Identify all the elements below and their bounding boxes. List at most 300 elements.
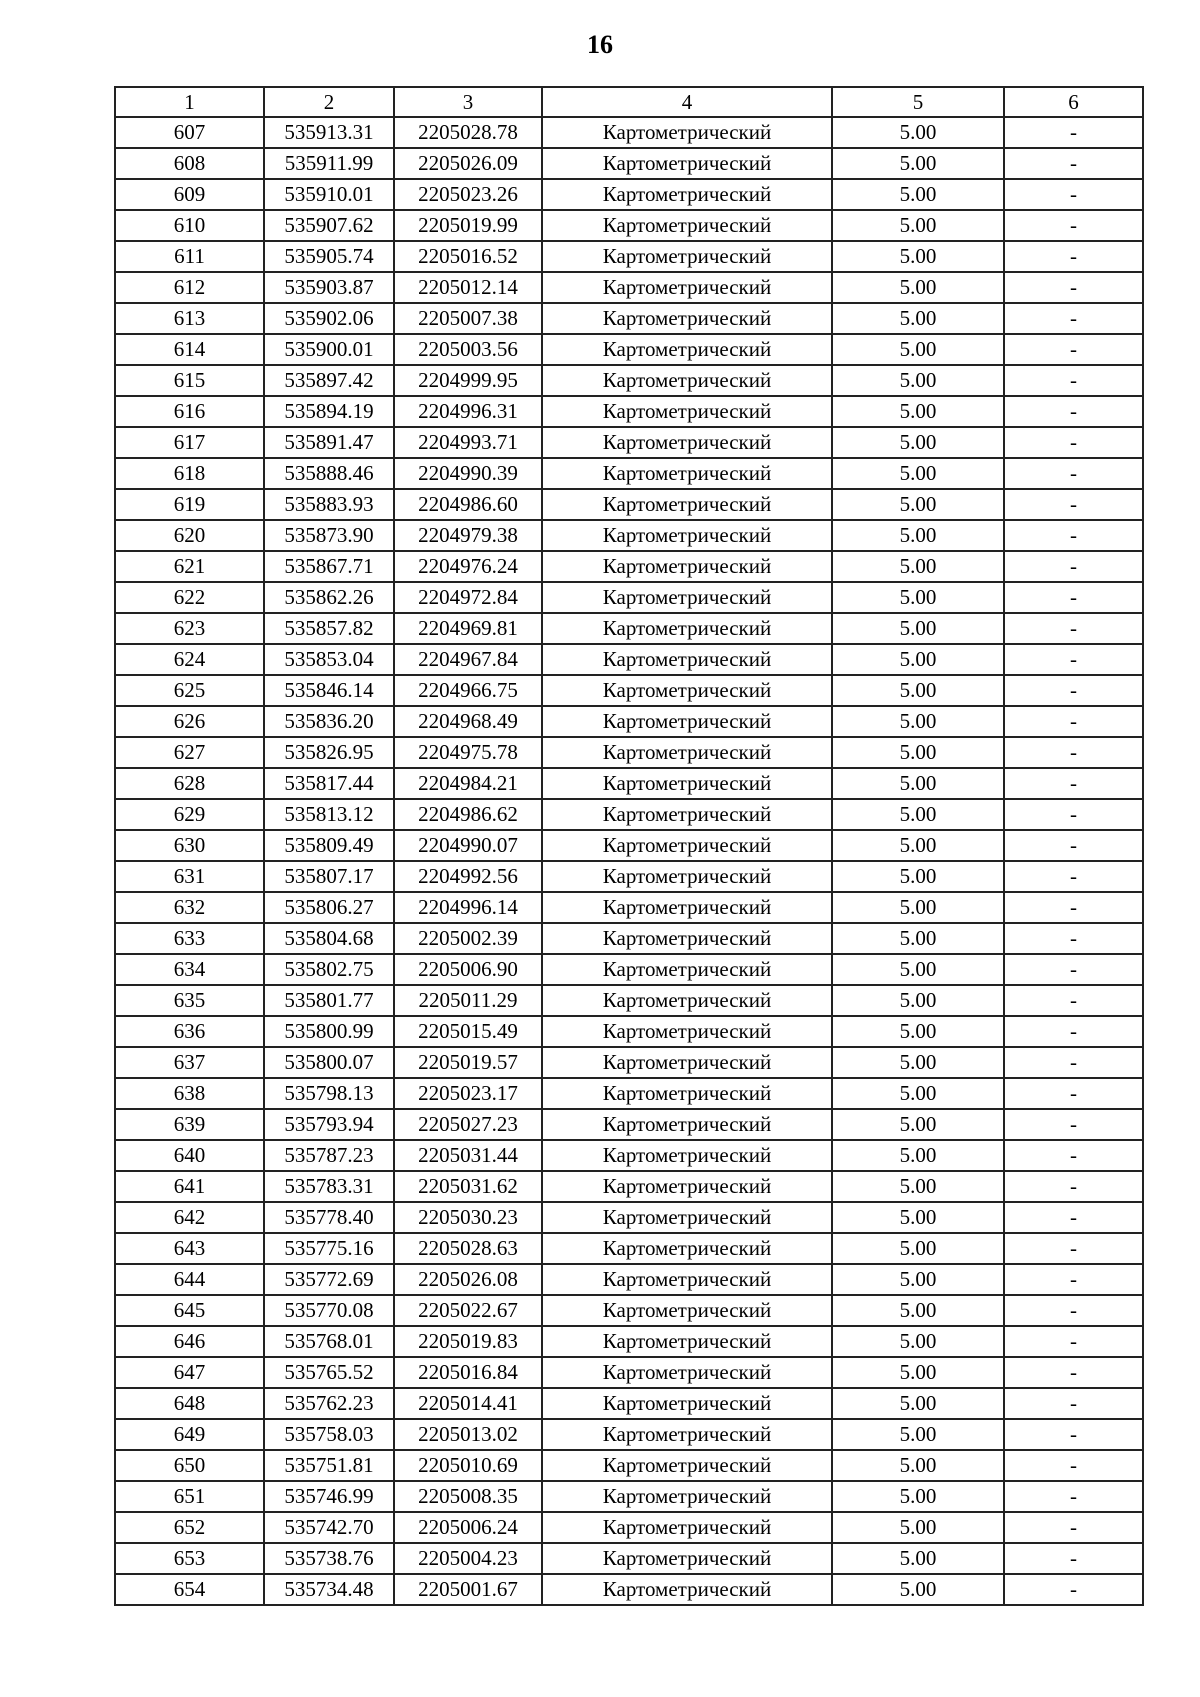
y-coordinate-cell: 2204996.31 bbox=[394, 396, 542, 427]
note-cell: - bbox=[1004, 985, 1143, 1016]
accuracy-cell: 5.00 bbox=[832, 179, 1004, 210]
point-number-cell: 617 bbox=[115, 427, 264, 458]
point-number-cell: 648 bbox=[115, 1388, 264, 1419]
method-cell: Картометрический bbox=[542, 1388, 832, 1419]
table-row bbox=[115, 644, 1143, 675]
point-number-cell: 638 bbox=[115, 1078, 264, 1109]
note-cell: - bbox=[1004, 1481, 1143, 1512]
point-number-cell: 636 bbox=[115, 1016, 264, 1047]
table-row bbox=[115, 582, 1143, 613]
note-cell: - bbox=[1004, 923, 1143, 954]
accuracy-cell: 5.00 bbox=[832, 985, 1004, 1016]
table-row bbox=[115, 303, 1143, 334]
note-cell: - bbox=[1004, 737, 1143, 768]
x-coordinate-cell: 535770.08 bbox=[264, 1295, 394, 1326]
y-coordinate-cell: 2205022.67 bbox=[394, 1295, 542, 1326]
point-number-cell: 632 bbox=[115, 892, 264, 923]
accuracy-cell: 5.00 bbox=[832, 117, 1004, 148]
method-cell: Картометрический bbox=[542, 117, 832, 148]
method-cell: Картометрический bbox=[542, 551, 832, 582]
point-number-cell: 635 bbox=[115, 985, 264, 1016]
point-number-cell: 618 bbox=[115, 458, 264, 489]
y-coordinate-cell: 2205014.41 bbox=[394, 1388, 542, 1419]
method-cell: Картометрический bbox=[542, 768, 832, 799]
y-coordinate-cell: 2205001.67 bbox=[394, 1574, 542, 1605]
accuracy-cell: 5.00 bbox=[832, 303, 1004, 334]
table-row bbox=[115, 551, 1143, 582]
x-coordinate-cell: 535800.07 bbox=[264, 1047, 394, 1078]
note-cell: - bbox=[1004, 1388, 1143, 1419]
point-number-cell: 619 bbox=[115, 489, 264, 520]
table-row bbox=[115, 520, 1143, 551]
method-cell: Картометрический bbox=[542, 1140, 832, 1171]
note-cell: - bbox=[1004, 1419, 1143, 1450]
point-number-cell: 613 bbox=[115, 303, 264, 334]
note-cell: - bbox=[1004, 365, 1143, 396]
table-row bbox=[115, 613, 1143, 644]
method-cell: Картометрический bbox=[542, 520, 832, 551]
point-number-cell: 614 bbox=[115, 334, 264, 365]
note-cell: - bbox=[1004, 1512, 1143, 1543]
accuracy-cell: 5.00 bbox=[832, 1512, 1004, 1543]
method-cell: Картометрический bbox=[542, 1481, 832, 1512]
note-cell: - bbox=[1004, 1109, 1143, 1140]
x-coordinate-cell: 535846.14 bbox=[264, 675, 394, 706]
point-number-cell: 646 bbox=[115, 1326, 264, 1357]
note-cell: - bbox=[1004, 520, 1143, 551]
table-row bbox=[115, 1450, 1143, 1481]
y-coordinate-cell: 2204984.21 bbox=[394, 768, 542, 799]
x-coordinate-cell: 535907.62 bbox=[264, 210, 394, 241]
y-coordinate-cell: 2205019.99 bbox=[394, 210, 542, 241]
column-header-1: 1 bbox=[115, 87, 264, 117]
method-cell: Картометрический bbox=[542, 644, 832, 675]
y-coordinate-cell: 2205007.38 bbox=[394, 303, 542, 334]
point-number-cell: 649 bbox=[115, 1419, 264, 1450]
point-number-cell: 634 bbox=[115, 954, 264, 985]
note-cell: - bbox=[1004, 799, 1143, 830]
x-coordinate-cell: 535746.99 bbox=[264, 1481, 394, 1512]
note-cell: - bbox=[1004, 768, 1143, 799]
table-row bbox=[115, 923, 1143, 954]
method-cell: Картометрический bbox=[542, 1264, 832, 1295]
x-coordinate-cell: 535905.74 bbox=[264, 241, 394, 272]
table-row bbox=[115, 1016, 1143, 1047]
method-cell: Картометрический bbox=[542, 427, 832, 458]
point-number-cell: 637 bbox=[115, 1047, 264, 1078]
table-header-row bbox=[115, 87, 1143, 117]
accuracy-cell: 5.00 bbox=[832, 706, 1004, 737]
method-cell: Картометрический bbox=[542, 830, 832, 861]
method-cell: Картометрический bbox=[542, 1295, 832, 1326]
method-cell: Картометрический bbox=[542, 1450, 832, 1481]
point-number-cell: 631 bbox=[115, 861, 264, 892]
y-coordinate-cell: 2204966.75 bbox=[394, 675, 542, 706]
point-number-cell: 620 bbox=[115, 520, 264, 551]
x-coordinate-cell: 535913.31 bbox=[264, 117, 394, 148]
table-row bbox=[115, 985, 1143, 1016]
y-coordinate-cell: 2204969.81 bbox=[394, 613, 542, 644]
accuracy-cell: 5.00 bbox=[832, 365, 1004, 396]
note-cell: - bbox=[1004, 861, 1143, 892]
y-coordinate-cell: 2204975.78 bbox=[394, 737, 542, 768]
x-coordinate-cell: 535751.81 bbox=[264, 1450, 394, 1481]
method-cell: Картометрический bbox=[542, 675, 832, 706]
y-coordinate-cell: 2205026.09 bbox=[394, 148, 542, 179]
y-coordinate-cell: 2204967.84 bbox=[394, 644, 542, 675]
x-coordinate-cell: 535762.23 bbox=[264, 1388, 394, 1419]
accuracy-cell: 5.00 bbox=[832, 675, 1004, 706]
y-coordinate-cell: 2205031.62 bbox=[394, 1171, 542, 1202]
x-coordinate-cell: 535793.94 bbox=[264, 1109, 394, 1140]
method-cell: Картометрический bbox=[542, 489, 832, 520]
y-coordinate-cell: 2204992.56 bbox=[394, 861, 542, 892]
method-cell: Картометрический bbox=[542, 303, 832, 334]
note-cell: - bbox=[1004, 1543, 1143, 1574]
note-cell: - bbox=[1004, 1233, 1143, 1264]
x-coordinate-cell: 535891.47 bbox=[264, 427, 394, 458]
table-row bbox=[115, 1388, 1143, 1419]
note-cell: - bbox=[1004, 551, 1143, 582]
table-row bbox=[115, 954, 1143, 985]
x-coordinate-cell: 535775.16 bbox=[264, 1233, 394, 1264]
x-coordinate-cell: 535862.26 bbox=[264, 582, 394, 613]
accuracy-cell: 5.00 bbox=[832, 427, 1004, 458]
accuracy-cell: 5.00 bbox=[832, 1388, 1004, 1419]
note-cell: - bbox=[1004, 117, 1143, 148]
accuracy-cell: 5.00 bbox=[832, 458, 1004, 489]
table-row bbox=[115, 1264, 1143, 1295]
y-coordinate-cell: 2205026.08 bbox=[394, 1264, 542, 1295]
y-coordinate-cell: 2205028.78 bbox=[394, 117, 542, 148]
point-number-cell: 607 bbox=[115, 117, 264, 148]
method-cell: Картометрический bbox=[542, 1202, 832, 1233]
x-coordinate-cell: 535867.71 bbox=[264, 551, 394, 582]
note-cell: - bbox=[1004, 1326, 1143, 1357]
table-row bbox=[115, 179, 1143, 210]
point-number-cell: 650 bbox=[115, 1450, 264, 1481]
accuracy-cell: 5.00 bbox=[832, 768, 1004, 799]
column-header-5: 5 bbox=[832, 87, 1004, 117]
x-coordinate-cell: 535902.06 bbox=[264, 303, 394, 334]
table-row bbox=[115, 768, 1143, 799]
note-cell: - bbox=[1004, 1450, 1143, 1481]
note-cell: - bbox=[1004, 1171, 1143, 1202]
table-row bbox=[115, 1047, 1143, 1078]
y-coordinate-cell: 2205012.14 bbox=[394, 272, 542, 303]
note-cell: - bbox=[1004, 272, 1143, 303]
method-cell: Картометрический bbox=[542, 954, 832, 985]
accuracy-cell: 5.00 bbox=[832, 1016, 1004, 1047]
note-cell: - bbox=[1004, 210, 1143, 241]
table-row bbox=[115, 458, 1143, 489]
method-cell: Картометрический bbox=[542, 396, 832, 427]
point-number-cell: 628 bbox=[115, 768, 264, 799]
x-coordinate-cell: 535900.01 bbox=[264, 334, 394, 365]
table-row bbox=[115, 1233, 1143, 1264]
y-coordinate-cell: 2205027.23 bbox=[394, 1109, 542, 1140]
y-coordinate-cell: 2205016.52 bbox=[394, 241, 542, 272]
method-cell: Картометрический bbox=[542, 1109, 832, 1140]
y-coordinate-cell: 2205010.69 bbox=[394, 1450, 542, 1481]
accuracy-cell: 5.00 bbox=[832, 861, 1004, 892]
accuracy-cell: 5.00 bbox=[832, 210, 1004, 241]
accuracy-cell: 5.00 bbox=[832, 954, 1004, 985]
note-cell: - bbox=[1004, 675, 1143, 706]
point-number-cell: 612 bbox=[115, 272, 264, 303]
accuracy-cell: 5.00 bbox=[832, 1574, 1004, 1605]
note-cell: - bbox=[1004, 830, 1143, 861]
table-row bbox=[115, 1574, 1143, 1605]
note-cell: - bbox=[1004, 892, 1143, 923]
note-cell: - bbox=[1004, 489, 1143, 520]
method-cell: Картометрический bbox=[542, 923, 832, 954]
note-cell: - bbox=[1004, 458, 1143, 489]
note-cell: - bbox=[1004, 1357, 1143, 1388]
table-row bbox=[115, 396, 1143, 427]
table-row bbox=[115, 1512, 1143, 1543]
x-coordinate-cell: 535738.76 bbox=[264, 1543, 394, 1574]
point-number-cell: 652 bbox=[115, 1512, 264, 1543]
table-row bbox=[115, 1202, 1143, 1233]
method-cell: Картометрический bbox=[542, 241, 832, 272]
method-cell: Картометрический bbox=[542, 1326, 832, 1357]
x-coordinate-cell: 535758.03 bbox=[264, 1419, 394, 1450]
page-number: 16 bbox=[587, 30, 613, 59]
accuracy-cell: 5.00 bbox=[832, 148, 1004, 179]
accuracy-cell: 5.00 bbox=[832, 396, 1004, 427]
note-cell: - bbox=[1004, 303, 1143, 334]
point-number-cell: 609 bbox=[115, 179, 264, 210]
note-cell: - bbox=[1004, 427, 1143, 458]
method-cell: Картометрический bbox=[542, 1016, 832, 1047]
method-cell: Картометрический bbox=[542, 582, 832, 613]
note-cell: - bbox=[1004, 1264, 1143, 1295]
method-cell: Картометрический bbox=[542, 737, 832, 768]
note-cell: - bbox=[1004, 644, 1143, 675]
note-cell: - bbox=[1004, 1047, 1143, 1078]
method-cell: Картометрический bbox=[542, 1574, 832, 1605]
method-cell: Картометрический bbox=[542, 985, 832, 1016]
y-coordinate-cell: 2205006.24 bbox=[394, 1512, 542, 1543]
accuracy-cell: 5.00 bbox=[832, 241, 1004, 272]
table-row bbox=[115, 1419, 1143, 1450]
point-number-cell: 622 bbox=[115, 582, 264, 613]
accuracy-cell: 5.00 bbox=[832, 1078, 1004, 1109]
table-row bbox=[115, 1109, 1143, 1140]
accuracy-cell: 5.00 bbox=[832, 1450, 1004, 1481]
accuracy-cell: 5.00 bbox=[832, 520, 1004, 551]
method-cell: Картометрический bbox=[542, 1047, 832, 1078]
table-row bbox=[115, 365, 1143, 396]
point-number-cell: 654 bbox=[115, 1574, 264, 1605]
point-number-cell: 645 bbox=[115, 1295, 264, 1326]
point-number-cell: 608 bbox=[115, 148, 264, 179]
coordinates-table bbox=[114, 86, 1144, 1606]
method-cell: Картометрический bbox=[542, 365, 832, 396]
table-row bbox=[115, 861, 1143, 892]
table-row bbox=[115, 1481, 1143, 1512]
accuracy-cell: 5.00 bbox=[832, 551, 1004, 582]
note-cell: - bbox=[1004, 613, 1143, 644]
accuracy-cell: 5.00 bbox=[832, 334, 1004, 365]
y-coordinate-cell: 2205031.44 bbox=[394, 1140, 542, 1171]
method-cell: Картометрический bbox=[542, 1233, 832, 1264]
accuracy-cell: 5.00 bbox=[832, 272, 1004, 303]
accuracy-cell: 5.00 bbox=[832, 1202, 1004, 1233]
column-header-6: 6 bbox=[1004, 87, 1143, 117]
table-row bbox=[115, 1295, 1143, 1326]
x-coordinate-cell: 535911.99 bbox=[264, 148, 394, 179]
x-coordinate-cell: 535802.75 bbox=[264, 954, 394, 985]
method-cell: Картометрический bbox=[542, 1357, 832, 1388]
y-coordinate-cell: 2204968.49 bbox=[394, 706, 542, 737]
x-coordinate-cell: 535801.77 bbox=[264, 985, 394, 1016]
method-cell: Картометрический bbox=[542, 613, 832, 644]
accuracy-cell: 5.00 bbox=[832, 1419, 1004, 1450]
table-row bbox=[115, 1171, 1143, 1202]
y-coordinate-cell: 2204999.95 bbox=[394, 365, 542, 396]
table-row bbox=[115, 675, 1143, 706]
note-cell: - bbox=[1004, 148, 1143, 179]
x-coordinate-cell: 535778.40 bbox=[264, 1202, 394, 1233]
y-coordinate-cell: 2205004.23 bbox=[394, 1543, 542, 1574]
x-coordinate-cell: 535800.99 bbox=[264, 1016, 394, 1047]
method-cell: Картометрический bbox=[542, 179, 832, 210]
point-number-cell: 641 bbox=[115, 1171, 264, 1202]
x-coordinate-cell: 535807.17 bbox=[264, 861, 394, 892]
note-cell: - bbox=[1004, 1202, 1143, 1233]
x-coordinate-cell: 535787.23 bbox=[264, 1140, 394, 1171]
point-number-cell: 643 bbox=[115, 1233, 264, 1264]
point-number-cell: 615 bbox=[115, 365, 264, 396]
y-coordinate-cell: 2204972.84 bbox=[394, 582, 542, 613]
method-cell: Картометрический bbox=[542, 1512, 832, 1543]
y-coordinate-cell: 2204993.71 bbox=[394, 427, 542, 458]
point-number-cell: 630 bbox=[115, 830, 264, 861]
x-coordinate-cell: 535813.12 bbox=[264, 799, 394, 830]
point-number-cell: 616 bbox=[115, 396, 264, 427]
accuracy-cell: 5.00 bbox=[832, 582, 1004, 613]
x-coordinate-cell: 535806.27 bbox=[264, 892, 394, 923]
table-row bbox=[115, 1326, 1143, 1357]
point-number-cell: 627 bbox=[115, 737, 264, 768]
table-row bbox=[115, 1078, 1143, 1109]
column-header-3: 3 bbox=[394, 87, 542, 117]
table-row bbox=[115, 148, 1143, 179]
point-number-cell: 625 bbox=[115, 675, 264, 706]
y-coordinate-cell: 2204976.24 bbox=[394, 551, 542, 582]
column-header-4: 4 bbox=[542, 87, 832, 117]
note-cell: - bbox=[1004, 1574, 1143, 1605]
method-cell: Картометрический bbox=[542, 148, 832, 179]
table-row bbox=[115, 272, 1143, 303]
point-number-cell: 611 bbox=[115, 241, 264, 272]
method-cell: Картометрический bbox=[542, 210, 832, 241]
accuracy-cell: 5.00 bbox=[832, 1326, 1004, 1357]
point-number-cell: 647 bbox=[115, 1357, 264, 1388]
y-coordinate-cell: 2204979.38 bbox=[394, 520, 542, 551]
y-coordinate-cell: 2205019.83 bbox=[394, 1326, 542, 1357]
y-coordinate-cell: 2205015.49 bbox=[394, 1016, 542, 1047]
note-cell: - bbox=[1004, 396, 1143, 427]
table-row bbox=[115, 799, 1143, 830]
note-cell: - bbox=[1004, 706, 1143, 737]
x-coordinate-cell: 535798.13 bbox=[264, 1078, 394, 1109]
note-cell: - bbox=[1004, 334, 1143, 365]
x-coordinate-cell: 535888.46 bbox=[264, 458, 394, 489]
column-header-2: 2 bbox=[264, 87, 394, 117]
method-cell: Картометрический bbox=[542, 458, 832, 489]
point-number-cell: 639 bbox=[115, 1109, 264, 1140]
note-cell: - bbox=[1004, 1016, 1143, 1047]
x-coordinate-cell: 535836.20 bbox=[264, 706, 394, 737]
accuracy-cell: 5.00 bbox=[832, 613, 1004, 644]
x-coordinate-cell: 535809.49 bbox=[264, 830, 394, 861]
table-row bbox=[115, 334, 1143, 365]
point-number-cell: 626 bbox=[115, 706, 264, 737]
point-number-cell: 623 bbox=[115, 613, 264, 644]
point-number-cell: 629 bbox=[115, 799, 264, 830]
x-coordinate-cell: 535734.48 bbox=[264, 1574, 394, 1605]
accuracy-cell: 5.00 bbox=[832, 1295, 1004, 1326]
table-row bbox=[115, 117, 1143, 148]
accuracy-cell: 5.00 bbox=[832, 737, 1004, 768]
x-coordinate-cell: 535910.01 bbox=[264, 179, 394, 210]
point-number-cell: 644 bbox=[115, 1264, 264, 1295]
y-coordinate-cell: 2205003.56 bbox=[394, 334, 542, 365]
x-coordinate-cell: 535783.31 bbox=[264, 1171, 394, 1202]
y-coordinate-cell: 2204986.62 bbox=[394, 799, 542, 830]
method-cell: Картометрический bbox=[542, 706, 832, 737]
y-coordinate-cell: 2204990.07 bbox=[394, 830, 542, 861]
y-coordinate-cell: 2205023.26 bbox=[394, 179, 542, 210]
method-cell: Картометрический bbox=[542, 861, 832, 892]
point-number-cell: 633 bbox=[115, 923, 264, 954]
x-coordinate-cell: 535883.93 bbox=[264, 489, 394, 520]
x-coordinate-cell: 535742.70 bbox=[264, 1512, 394, 1543]
accuracy-cell: 5.00 bbox=[832, 1047, 1004, 1078]
x-coordinate-cell: 535903.87 bbox=[264, 272, 394, 303]
point-number-cell: 621 bbox=[115, 551, 264, 582]
x-coordinate-cell: 535772.69 bbox=[264, 1264, 394, 1295]
accuracy-cell: 5.00 bbox=[832, 1481, 1004, 1512]
note-cell: - bbox=[1004, 954, 1143, 985]
note-cell: - bbox=[1004, 241, 1143, 272]
x-coordinate-cell: 535853.04 bbox=[264, 644, 394, 675]
y-coordinate-cell: 2205002.39 bbox=[394, 923, 542, 954]
table-body bbox=[115, 117, 1143, 1605]
method-cell: Картометрический bbox=[542, 1543, 832, 1574]
accuracy-cell: 5.00 bbox=[832, 1264, 1004, 1295]
table-row bbox=[115, 892, 1143, 923]
y-coordinate-cell: 2205028.63 bbox=[394, 1233, 542, 1264]
accuracy-cell: 5.00 bbox=[832, 1357, 1004, 1388]
table-row bbox=[115, 1140, 1143, 1171]
y-coordinate-cell: 2205013.02 bbox=[394, 1419, 542, 1450]
accuracy-cell: 5.00 bbox=[832, 923, 1004, 954]
table-row bbox=[115, 1357, 1143, 1388]
point-number-cell: 642 bbox=[115, 1202, 264, 1233]
y-coordinate-cell: 2204986.60 bbox=[394, 489, 542, 520]
method-cell: Картометрический bbox=[542, 272, 832, 303]
x-coordinate-cell: 535894.19 bbox=[264, 396, 394, 427]
y-coordinate-cell: 2205019.57 bbox=[394, 1047, 542, 1078]
point-number-cell: 653 bbox=[115, 1543, 264, 1574]
x-coordinate-cell: 535857.82 bbox=[264, 613, 394, 644]
table-row bbox=[115, 1543, 1143, 1574]
table-row bbox=[115, 489, 1143, 520]
